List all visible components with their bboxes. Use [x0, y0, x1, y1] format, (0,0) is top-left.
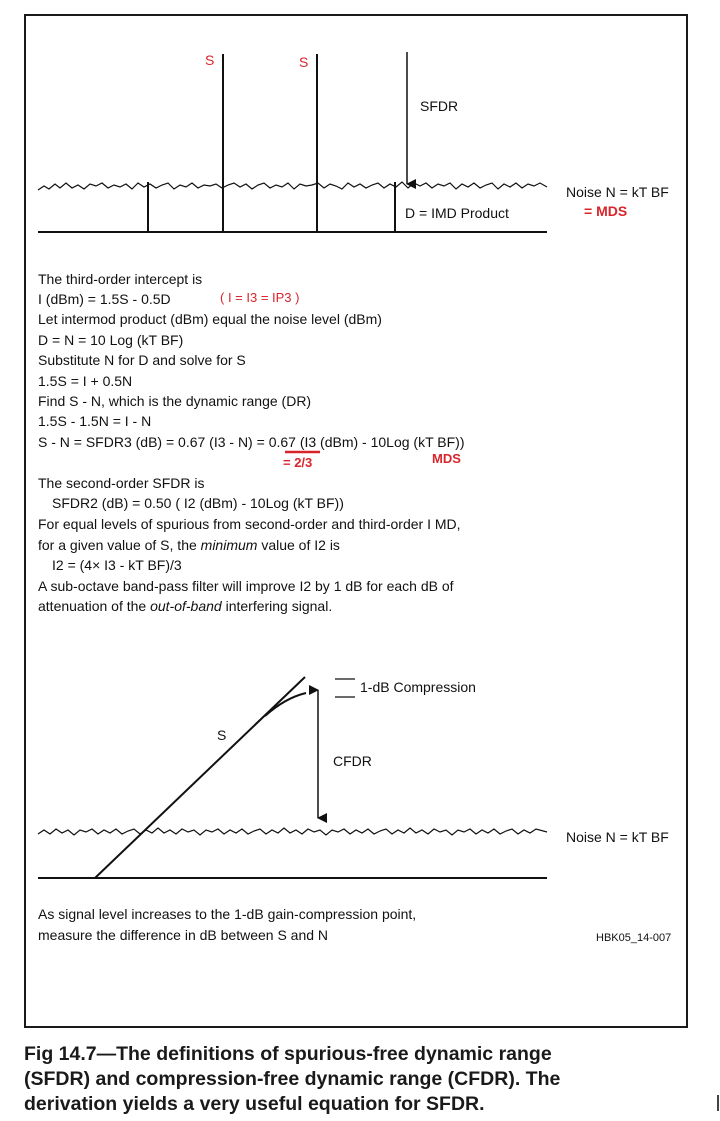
signal-response-line [95, 677, 305, 878]
sfdr3-coefficient: 0.67 [268, 434, 296, 450]
two-thirds-note: = 2/3 [283, 455, 313, 470]
derivation-line-8: 1.5S - 1.5N = I - N [38, 413, 152, 429]
line13-minimum: minimum [200, 537, 258, 553]
derivation-line-2: I (dBm) = 1.5S - 0.5D [38, 291, 171, 307]
line13-c: value of I2 is [257, 537, 340, 553]
figure-id: HBK05_14-007 [596, 932, 672, 944]
imd-product-label: D = IMD Product [405, 205, 509, 221]
caption-line-1: Fig 14.7—The definitions of spurious-free dynamic range [24, 1043, 552, 1065]
derivation-line-6: 1.5S = I + 0.5N [38, 373, 133, 389]
derivation-line-1: The third-order intercept is [38, 271, 203, 287]
i2-equation: I2 = (4× I3 - kT BF)/3 [52, 557, 182, 573]
bottom-note-line-2: measure the difference in dB between S and N [38, 927, 329, 943]
noise-label-bottom: Noise N = kT BF [566, 829, 669, 845]
line13-a: for a given value of S, the [38, 537, 201, 553]
sfdr2-equation: SFDR2 (dB) = 0.50 ( I2 (dBm) - 10Log (kT BF)) [52, 495, 344, 511]
sfdr-label: SFDR [420, 98, 459, 114]
cfdr-label: CFDR [333, 753, 372, 769]
derivation-line-10: The second-order SFDR is [38, 475, 205, 491]
bottom-noise-floor [38, 828, 547, 835]
signal-line-label: S [217, 727, 227, 743]
top-noise-floor [38, 182, 547, 190]
compression-label: 1-dB Compression [360, 679, 476, 695]
signal-label-s1: S [205, 52, 215, 68]
sfdr3-equation [38, 432, 465, 452]
derivation-line-3: Let intermod product (dBm) equal the noise level (dBm) [38, 311, 382, 327]
bottom-note-line-1: As signal level increases to the 1-dB gain-compression point, [38, 906, 417, 922]
caption-line-3: derivation yields a very useful equation for SFDR. [24, 1093, 485, 1115]
figure-caption [24, 1042, 704, 1117]
line16-a: attenuation of the [38, 598, 151, 614]
derivation-line-7: Find S - N, which is the dynamic range (DR) [38, 393, 312, 409]
derivation-line-12: For equal levels of spurious from second-order and third-order I MD, [38, 516, 461, 532]
derivation-line-5: Substitute N for D and solve for S [38, 352, 246, 368]
mds-label: = MDS [584, 203, 628, 219]
caption-line-2: (SFDR) and compression-free dynamic range (CFDR). The [24, 1068, 561, 1090]
line16-out-of-band: out-of-band [150, 598, 222, 614]
ip3-note: ( I = I3 = IP3 ) [220, 290, 300, 305]
noise-label-top: Noise N = kT BF [566, 184, 669, 200]
derivation-line-16 [38, 596, 332, 616]
page-edge-mark [717, 1095, 719, 1111]
mds-note: MDS [432, 451, 461, 466]
derivation-line-13 [38, 535, 340, 555]
sfdr3-equation-c: (I3 (dBm) - 10Log (kT BF)) [295, 434, 465, 450]
line16-c: interfering signal. [221, 598, 333, 614]
derivation-line-15: A sub-octave band-pass filter will improve I2 by 1 dB for each dB of [38, 578, 454, 594]
derivation-line-4: D = N = 10 Log (kT BF) [38, 332, 184, 348]
signal-label-s2: S [299, 54, 309, 70]
sfdr3-equation-a: S - N = SFDR3 (dB) = 0.67 (I3 - N) = [38, 434, 269, 450]
